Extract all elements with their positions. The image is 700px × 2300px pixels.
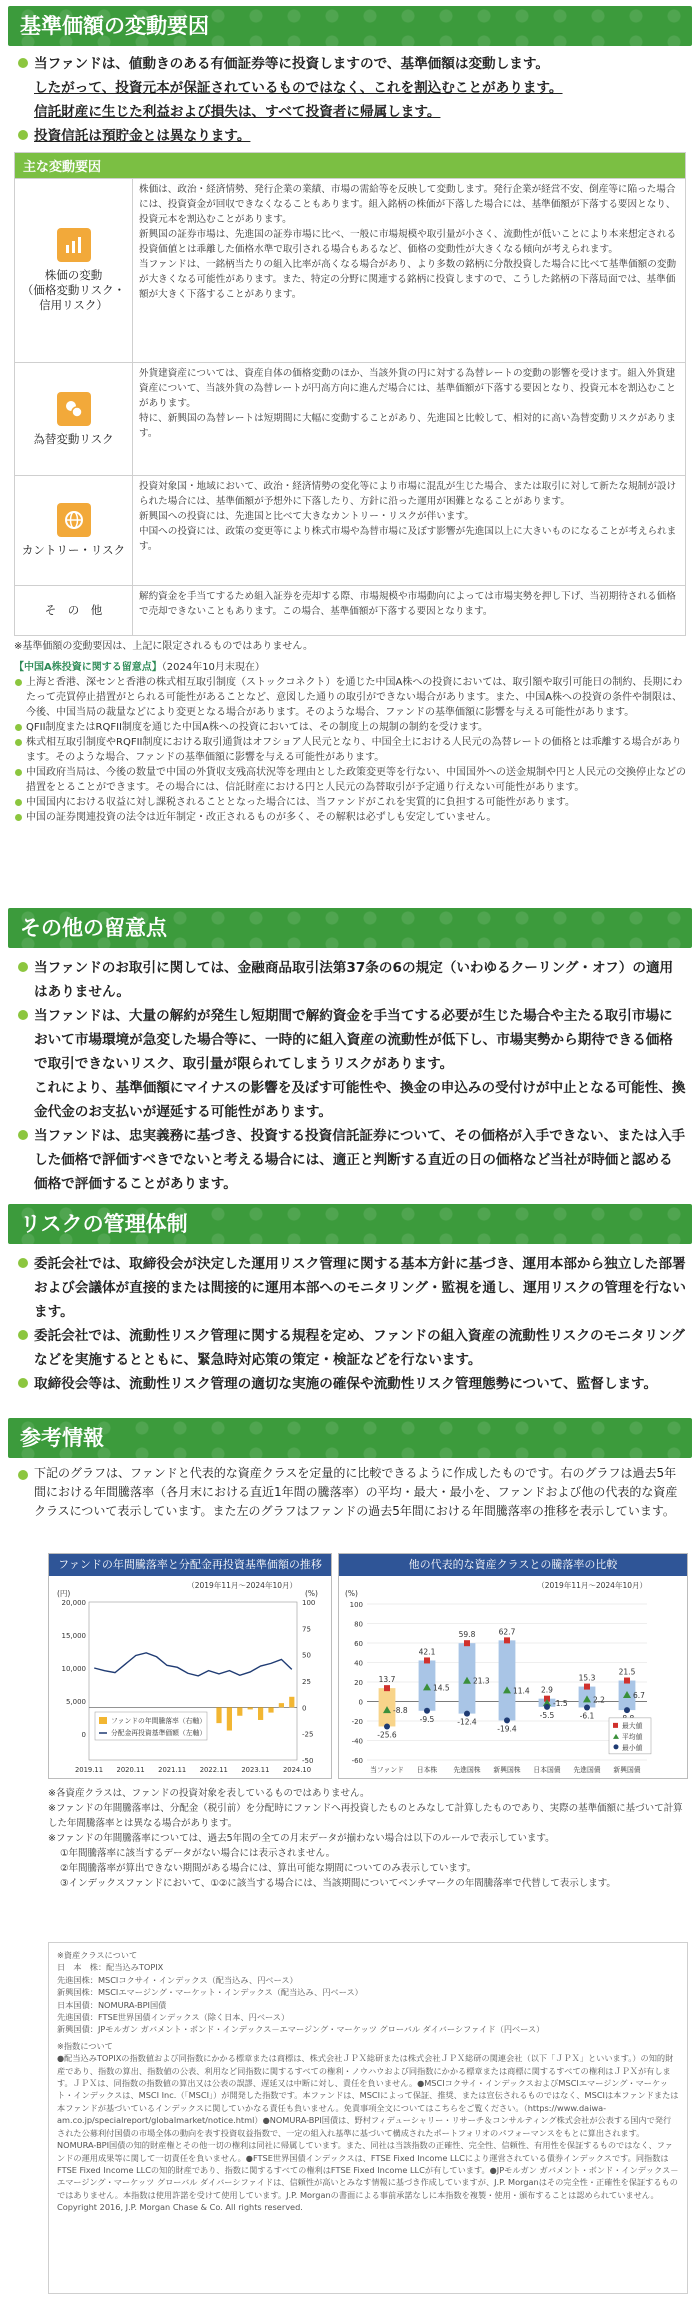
asset-class-comparison-chart bbox=[338, 1553, 688, 1779]
min-label: -19.4 bbox=[497, 1724, 517, 1734]
x-category-label: 当ファンド bbox=[370, 1766, 404, 1774]
nav-line bbox=[94, 1653, 292, 1676]
return-bar bbox=[216, 1707, 221, 1723]
return-bar bbox=[289, 1697, 294, 1708]
bullet-not-deposit: 投資信託は預貯金とは異なります。 bbox=[16, 124, 686, 148]
return-bar bbox=[237, 1707, 242, 1715]
risk-table-title: 主な変動要因 bbox=[15, 153, 685, 178]
note-item: 委託会社では、取締役会が決定した運用リスク管理に関する基本方針に基づき、運用本部から独立した部署および会議体が直接的または間接的に運用本部へのモニタリング・監視を通し、運用リスクの管理を行ないます。 bbox=[16, 1252, 686, 1324]
note-item: 当ファンドは、大量の解約が発生し短期間で解約資金を手当てする必要が生じた場合や主たる取引市場において市場環境が急変した場合等に、一時的に組入資産の流動性が低下し、市場実勢から期待できる価格で取引できないリスク、取引量が限られてしまうリスクがあります。 これにより、基準価額にマイナスの影響を及ぼす可能性や、換金の申込みの受付けが中止となる可能性、換金代金のお支払いが遅延する可能性があります。 bbox=[16, 1004, 686, 1124]
y-right-tick-label: 25 bbox=[302, 1678, 311, 1686]
risk-text: 解約資金を手当てするため組入証券を売却する際、市場規模や市場動向によっては市場実勢を押し下げ、当初期待される価格で売却できないこともあります。この場合、基準価額が下落する要因となります。 bbox=[139, 591, 676, 617]
section-title: リスクの管理体制 bbox=[8, 1204, 692, 1244]
legend-swatch bbox=[614, 1744, 619, 1749]
x-tick-label: 2023.11 bbox=[241, 1766, 270, 1774]
chart-period: （2019年11月～2024年10月） bbox=[187, 1581, 297, 1590]
y-tick-label: -60 bbox=[351, 1757, 363, 1765]
risk-row-stock: 株価の変動 （価格変動リスク・ 信用リスク） 株価は、政治・経済情勢、発行企業の業績、市場の需給等を反映して変動します。発行企業が経営不安、倒産等に陥った場合には、投資資金が回収できなくなることもあります。組入銘柄の株価が下落した場合には、基準価額が下落する要因となり、投資元本を割込むことがあります。 新興国の証券市場は、先進国の証券市場に比べ、一般に市場規模や取引量が小さく、流動性が低いことにより本来想定される投資価値とは乖離した価格水準で取引される場合もあるなど、価格の変動性が大きくなる傾向が考えられます。 当ファンドは、一銘柄当たりの組入比率が高くなる場合があり、より多数の銘柄に分散投資した場合に比べて基準価額の変動が大きくなる可能性があります。また、特定の分野に関連する銘柄に投資しますので、こうした銘柄の下落局面では、基準価額が大きく下落することがあります。 bbox=[15, 178, 685, 362]
y-right-tick-label: 100 bbox=[302, 1599, 316, 1607]
min-marker bbox=[464, 1711, 470, 1717]
max-label: 21.5 bbox=[618, 1667, 636, 1677]
y-tick-label: 80 bbox=[354, 1620, 363, 1629]
reference-intro: 下記のグラフは、ファンドと代表的な資産クラスを定量的に比較できるように作成したものです。右のグラフは過去5年間における年間騰落率（各月末における直近1年間の騰落率）の平均・最大・最小を、ファンドおよび他の代表的な資産クラスについて表示しています。また左のグラフはファンドの過去5年間における年間騰落率の推移を表示しています。 bbox=[16, 1464, 686, 1521]
x-tick-label: 2022.11 bbox=[199, 1766, 228, 1774]
note-item: 委託会社では、流動性リスク管理に関する規程を定め、ファンドの組入資産の流動性リスクのモニタリングなどを実施するとともに、緊急時対応策の策定・検証などを行ないます。 bbox=[16, 1324, 686, 1372]
y-left-tick-label: 20,000 bbox=[61, 1599, 86, 1607]
globe-icon bbox=[57, 503, 91, 537]
y-left-tick-label: 0 bbox=[81, 1731, 86, 1739]
section-title: その他の留意点 bbox=[8, 908, 692, 948]
fund-return-chart bbox=[48, 1553, 332, 1779]
fund-return-chart-svg bbox=[49, 1576, 331, 1778]
min-label: -9.5 bbox=[419, 1714, 435, 1724]
y-tick-label: 40 bbox=[354, 1659, 363, 1668]
x-category-label: 新興国株 bbox=[493, 1766, 521, 1774]
min-label: -5.5 bbox=[539, 1710, 555, 1720]
min-marker bbox=[504, 1717, 510, 1723]
max-label: 59.8 bbox=[458, 1630, 476, 1640]
section-title: 参考情報 bbox=[8, 1418, 692, 1458]
risk-text: 株価は、政治・経済情勢、発行企業の業績、市場の需給等を反映して変動します。発行企業が経営不安、倒産等に陥った場合には、投資資金が回収できなくなることもあります。組入銘柄の株価が下落した場合には、基準価額が下落する要因となり、投資元本を割込むことがあります。 新興国の証券市場は、先進国の証券市場に比べ、一般に市場規模や取引量が小さく、流動性が低いことにより本来想定される投資価値とは乖離した価格水準で取引される場合もあるなど、価格の変動性が大きくなる傾向が考えられます。 当ファンドは、一銘柄当たりの組入比率が高くなる場合があり、より多数の銘柄に分散投資した場合に比べて基準価額の変動が大きくなる可能性があります。また、特定の分野に関連する銘柄に投資しますので、こうした銘柄の下落局面では、基準価額が大きく下落することがあります。 bbox=[139, 184, 677, 300]
bullet-price-volatility: 当ファンドは、値動きのある有価証券等に投資しますので、基準価額は変動します。 したがって、投資元本が保証されているものではなく、これを割込むことがあります。 信託財産に生じた利益および損失は、すべて投資者に帰属します。 bbox=[16, 52, 686, 124]
y-right-tick-label: 0 bbox=[302, 1704, 307, 1713]
range-bar bbox=[499, 1640, 516, 1720]
legend-swatch bbox=[99, 1717, 107, 1724]
y-tick-label: -20 bbox=[351, 1718, 363, 1726]
avg-label: 11.4 bbox=[513, 1686, 530, 1696]
max-marker bbox=[424, 1657, 430, 1663]
chart-title: 他の代表的な資産クラスとの騰落率の比較 bbox=[339, 1554, 687, 1576]
return-bar bbox=[248, 1707, 253, 1709]
asset-class-comparison-chart-svg bbox=[339, 1576, 687, 1778]
min-label: -25.6 bbox=[377, 1730, 397, 1740]
y-left-tick-label: 15,000 bbox=[61, 1632, 86, 1640]
max-label: 2.9 bbox=[541, 1685, 553, 1695]
min-marker bbox=[584, 1704, 590, 1710]
risk-row-country: カントリー・リスク 投資対象国・地域において、政治・経済情勢の変化等により市場に混乱が生じた場合、または取引に対して新たな規制が設けられた場合には、基準価額が予想外に下落したり、方針に沿った運用が困難となることがあります。 新興国への投資には、先進国と比べて大きなカントリー・リスクが伴います。 中国への投資には、政策の変更等により株式市場や為替市場に及ぼす影響が先進国以上に大きいものになることが考えられます。 bbox=[15, 475, 685, 585]
y-right-tick-label: 50 bbox=[302, 1651, 311, 1660]
x-tick-label: 2021.11 bbox=[158, 1766, 187, 1774]
x-category-label: 新興国債 bbox=[613, 1766, 641, 1774]
avg-label: 14.5 bbox=[433, 1683, 450, 1693]
chart-title: ファンドの年間騰落率と分配金再投資基準価額の推移 bbox=[49, 1554, 331, 1576]
min-label: -6.1 bbox=[579, 1711, 595, 1721]
section-price-factors bbox=[0, 6, 700, 825]
legend-label: 最小値 bbox=[622, 1743, 643, 1752]
y-tick-label: 60 bbox=[354, 1640, 363, 1648]
max-marker bbox=[584, 1684, 590, 1690]
max-marker bbox=[384, 1685, 390, 1691]
y-right-unit: (%) bbox=[305, 1589, 318, 1598]
min-marker bbox=[544, 1704, 550, 1710]
y-left-tick-label: 10,000 bbox=[61, 1665, 86, 1673]
risk-text: 投資対象国・地域において、政治・経済情勢の変化等により市場に混乱が生じた場合、または取引に対して新たな規制が設けられた場合には、基準価額が予想外に下落したり、方針に沿った運用が困難となることがあります。 新興国への投資には、先進国と比べて大きなカントリー・リスクが伴います。 中国への投資には、政策の変更等により株式市場や為替市場に及ぼす影響が先進国以上に大きいものになることが考えられます。 bbox=[139, 481, 677, 552]
max-marker bbox=[464, 1640, 470, 1646]
x-tick-label: 2024.10 bbox=[282, 1766, 312, 1774]
max-label: 62.7 bbox=[498, 1627, 516, 1637]
x-tick-label: 2020.11 bbox=[116, 1766, 145, 1774]
y-tick-label: 100 bbox=[349, 1601, 363, 1609]
max-label: 13.7 bbox=[378, 1675, 396, 1685]
avg-label: -8.8 bbox=[393, 1706, 408, 1716]
min-label: -12.4 bbox=[457, 1717, 477, 1727]
avg-label: 2.2 bbox=[593, 1695, 605, 1705]
risk-row-other: そ の 他 解約資金を手当てするため組入証券を売却する際、市場規模や市場動向によっては市場実勢を押し下げ、当初期待される価格で売却できないこともあります。この場合、基準価額が下落する要因となります。 bbox=[15, 585, 685, 635]
legend-swatch bbox=[613, 1723, 618, 1728]
return-bar bbox=[258, 1707, 263, 1720]
index-source-box: ※資産クラスについて 日 本 株：配当込みTOPIX 先進国株：MSCIコクサイ・インデックス（配当込み、円ベース） 新興国株：MSCIエマージング・マーケット・インデックス（配当込み、円ベース） 日本国債：NOMURA-BPI国債 先進国債：FTSE世界国債インデックス（除く日本、円ベース） 新興国債：JPモルガン ガバメント・ボンド・インデックス－エマージング・マーケッツ グローバル ダイバーシファイド（円ベース） ※指数について ●配当込みTOPIXの指数値および同指数にかかる標章または商標は、株式会社ＪＰＸ総研または株式会社ＪＰＸ総研の関連会社（以下「ＪＰＸ」といいます。）の知的財産であり、指数の算出、指数値の公表、利用など同指数に関するすべての権利・ノウハウおよび同指数にかかる標章または商標に関するすべての権利はＪＰＸが有します。ＪＰＸは、同指数の指数値の算出又は公表の誤謬、遅延又は中断に対し、責任を負いません。●MSCIコクサイ・インデックスおよびMSCIエマージング・マーケット・インデックスは、MSCI Inc.（「MSCI」）が開発した指数です。本ファンドは、MSCIによって保証、推奨、または宣伝されるものではなく、MSCIは本ファンドまたは本ファンドが基づいているインデックスに関していかなる責任も負いません。免責事項全文についてはこちらをご覧ください。（https://www.daiwa-am.co.jp/specialreport/globalmarket/notice.html）●NOMURA-BPI国債は、野村フィデューシャリー・リサーチ＆コンサルティング株式会社が公表する国内で発行された公募利付国債の市場全体の動向を表す投資収益指数で、一定の組入れ基準に基づいて構成されたポートフォリオのパフォーマンスをもとに算出されます。NOMURA-BPI国債の知的財産権とその他一切の権利は同社に帰属しています。また、同社は当該指数の正確性、完全性、信頼性、有用性を保証するものではなく、ファンドの運用成果等に関して一切責任を負いません。●FTSE世界国債インデックスは、FTSE Fixed Income LLCにより運営されている債券インデックスです。同指数はFTSE Fixed Income LLCの知的財産であり、指数に関するすべての権利はFTSE Fixed Income LLCが有しています。●JPモルガン ガバメント・ボンド・インデックス－エマージング・マーケッツ グローバル ダイバーシファイドは、信頼性が高いとみなす情報に基づき作成していますが、J.P. Morganはその完全性・正確性を保証するものではありません。本指数は使用許諾を受けて使用しています。J.P. Morganの書面による事前承諾なしに本指数を複製・使用・頒布することは認められていません。Copyright 2016, J.P. Morgan Chase & Co. All rights reserved. bbox=[48, 1942, 688, 2294]
x-category-label: 先進国債 bbox=[573, 1766, 601, 1774]
avg-label: -1.5 bbox=[553, 1698, 568, 1708]
legend-label: ファンドの年間騰落率（右軸） bbox=[111, 1717, 207, 1725]
min-marker bbox=[624, 1707, 630, 1713]
section-title: 基準価額の変動要因 bbox=[8, 6, 692, 46]
y-tick-label: 20 bbox=[354, 1679, 363, 1687]
max-label: 15.3 bbox=[578, 1673, 596, 1683]
legend-label: 最大値 bbox=[622, 1721, 643, 1730]
section-risk-management bbox=[0, 1204, 700, 1396]
currency-exchange-icon bbox=[57, 392, 91, 426]
max-marker bbox=[504, 1637, 510, 1643]
y-left-tick-label: 5,000 bbox=[65, 1698, 86, 1706]
min-marker bbox=[424, 1708, 430, 1714]
note-item: 当ファンドは、忠実義務に基づき、投資する投資信託証券について、その価格が入手できない、または入手した価格で評価すべきでないと考える場合には、適正と判断する直近の日の価格など当社が時価と認める価格で評価することがあります。 bbox=[16, 1124, 686, 1196]
section-other-notes bbox=[0, 908, 700, 1196]
china-a-share-notes: 【中国A株投資に関する留意点】（2024年10月末現在） 上海と香港、深センと香港の株式相互取引制度（ストックコネクト）を通じた中国A株への投資においては、取引額や取引可能日の制約、長期にわたって売買停止措置がとられる可能性があることなど、意図した通りの取引ができない場合があります。また、中国A株への投資の条件や制限は、今後、中国当局の裁量などにより変更となる場合があります。そのような場合、ファンドの基準価額に影響を与える可能性があります。 QFII制度またはRQFII制度を通じた中国A株への投資においては、その制度上の規制の制約を受けます。 株式相互取引制度やRQFII制度における取引通貨はオフショア人民元となり、中国全土における人民元の為替レートの価格とは乖離する場合があります。そのような場合、ファンドの基準価額に影響を与える可能性があります。 中国政府当局は、今後の数量で中国の外貨収支残高状況等を理由とした政策変更等を行ない、中国国外への送金規制や円と人民元の交換停止などの措置をとることができます。その場合には、信託財産における円と人民元の為替取引が予定通り行えない可能性があります。 中国国内における収益に対し課税されることとなった場合には、当ファンドがこれを実質的に負担する可能性があります。 中国の証券関連投資の法令は近年制定・改正されるものが多く、その解釈は必ずしも安定していません。 bbox=[14, 662, 686, 823]
note-item: 当ファンドのお取引に関しては、金融商品取引法第37条の6の規定（いわゆるクーリング・オフ）の適用はありません。 bbox=[16, 956, 686, 1004]
risk-text: 外貨建資産については、資産自体の価格変動のほか、当該外貨の円に対する為替レートの変動の影響を受けます。組入外貨建資産について、当該外貨の為替レートが円高方向に進んだ場合には、基準価額が下落する要因となり、投資元本を割込むことがあります。 特に、新興国の為替レートは短期間に大幅に変動することがあり、先進国と比較して、相対的に高い為替変動リスクがあります。 bbox=[139, 368, 676, 439]
return-bar bbox=[227, 1707, 232, 1730]
return-bar bbox=[268, 1707, 273, 1712]
risk-row-fx: 為替変動リスク 外貨建資産については、資産自体の価格変動のほか、当該外貨の円に対する為替レートの変動の影響を受けます。組入外貨建資産について、当該外貨の為替レートが円高方向に進んだ場合には、基準価額が下落する要因となり、投資元本を割込むことがあります。 特に、新興国の為替レートは短期間に大幅に変動することがあり、先進国と比較して、相対的に高い為替変動リスクがあります。 bbox=[15, 362, 685, 475]
section-reference-info bbox=[0, 1418, 700, 1521]
y-right-tick-label: -25 bbox=[302, 1730, 314, 1739]
risk-table bbox=[14, 152, 686, 636]
chart-period: （2019年11月～2024年10月） bbox=[537, 1581, 647, 1590]
x-tick-label: 2019.11 bbox=[74, 1766, 104, 1774]
max-label: 42.1 bbox=[418, 1647, 436, 1657]
note-item: 取締役会等は、流動性リスク管理の適切な実施の確保や流動性リスク管理態勢について、監督します。 bbox=[16, 1372, 686, 1396]
y-left-unit: (円) bbox=[57, 1589, 71, 1598]
y-tick-label: -40 bbox=[351, 1737, 363, 1746]
min-marker bbox=[384, 1723, 390, 1729]
x-category-label: 日本株 bbox=[416, 1766, 438, 1774]
max-marker bbox=[624, 1678, 630, 1684]
y-unit: (%) bbox=[345, 1589, 358, 1598]
legend-label: 平均値 bbox=[622, 1732, 643, 1741]
legend-label: 分配金再投資基準価額（左軸） bbox=[111, 1729, 207, 1737]
return-bar bbox=[279, 1703, 284, 1707]
y-tick-label: 0 bbox=[358, 1698, 363, 1707]
stock-price-chart-icon bbox=[57, 228, 91, 262]
y-right-tick-label: -50 bbox=[302, 1757, 314, 1765]
y-right-tick-label: 75 bbox=[302, 1625, 311, 1634]
chart-notes: ※各資産クラスは、ファンドの投資対象を表しているものではありません。 ※ファンドの年間騰落率は、分配金（税引前）を分配時にファンドへ再投資したものとみなして計算したものであり、実際の基準価額に基づいて計算した年間騰落率とは異なる場合があります。 ※ファンドの年間騰落率については、過去5年間の全ての月末データが揃わない場合は以下のルールで表示しています。 ①年間騰落率に該当するデータがない場合には表示されません。 ②年間騰落率が算出できない期間がある場合には、算出可能な期間についてのみ表示しています。 ③インデックスファンドにおいて、①②に該当する場合には、当該期間についてベンチマークの年間騰落率で代替して表示します。 bbox=[48, 1788, 683, 1889]
x-category-label: 日本国債 bbox=[533, 1766, 561, 1774]
risk-footnote: ※基準価額の変動要因は、上記に限定されるものではありません。 bbox=[14, 641, 313, 652]
x-category-label: 先進国株 bbox=[453, 1766, 481, 1774]
avg-label: 6.7 bbox=[633, 1690, 645, 1700]
avg-label: 21.3 bbox=[473, 1676, 490, 1686]
